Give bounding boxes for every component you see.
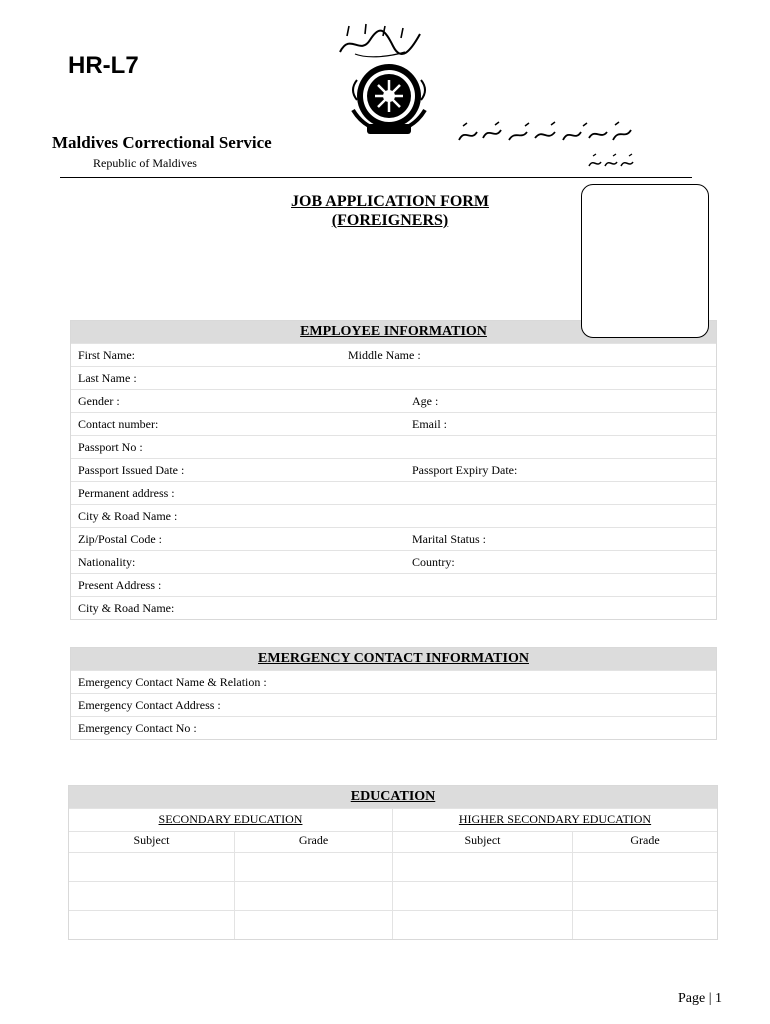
city-road-row[interactable]: [71, 504, 716, 527]
last-name-label: Last Name :: [78, 371, 137, 385]
secondary-grade-header: Grade: [234, 831, 392, 852]
nationality-label: Nationality:: [78, 555, 136, 569]
emergency-address-label: Emergency Contact Address :: [78, 698, 221, 712]
form-title-line1: JOB APPLICATION FORM: [291, 193, 489, 210]
education-cell[interactable]: [392, 852, 572, 881]
marital-status-label: Marital Status :: [412, 532, 486, 546]
education-cell[interactable]: [234, 910, 392, 939]
city-road-label: City & Road Name :: [78, 509, 178, 523]
secondary-education-label: SECONDARY EDUCATION: [69, 808, 392, 831]
education-cell[interactable]: [234, 852, 392, 881]
education-cell[interactable]: [572, 881, 717, 910]
education-cell[interactable]: [572, 910, 717, 939]
organization-name: Maldives Correctional Service: [52, 133, 272, 152]
contact-number-label: Contact number:: [78, 417, 159, 431]
higher-secondary-education-label: HIGHER SECONDARY EDUCATION: [392, 808, 717, 831]
emergency-name-row[interactable]: [71, 670, 716, 693]
zip-row[interactable]: [71, 527, 716, 550]
header-divider: [60, 177, 692, 178]
passport-no-row[interactable]: [71, 435, 716, 458]
country-label: Country:: [412, 555, 455, 569]
zip-label: Zip/Postal Code :: [78, 532, 162, 546]
passport-expiry-label: Passport Expiry Date:: [412, 463, 518, 477]
passport-no-label: Passport No :: [78, 440, 143, 454]
emblem-seal-icon: [345, 60, 433, 140]
form-code: HR-L7: [68, 52, 139, 79]
education-table: [69, 808, 717, 939]
passport-issued-label: Passport Issued Date :: [78, 463, 185, 477]
emergency-name-label: Emergency Contact Name & Relation :: [78, 675, 267, 689]
photo-box[interactable]: [581, 184, 709, 338]
emergency-number-label: Emergency Contact No :: [78, 721, 197, 735]
gender-label: Gender :: [78, 394, 120, 408]
present-city-road-label: City & Road Name:: [78, 601, 175, 615]
secondary-subject-header: Subject: [69, 831, 234, 852]
permanent-address-label: Permanent address :: [78, 486, 175, 500]
education-cell[interactable]: [572, 852, 717, 881]
passport-dates-row[interactable]: [71, 458, 716, 481]
middle-name-label: Middle Name :: [348, 348, 421, 362]
emergency-number-row[interactable]: [71, 716, 716, 739]
dhivehi-organization-name: [455, 120, 635, 146]
first-name-row[interactable]: [71, 343, 716, 366]
higher-subject-header: Subject: [392, 831, 572, 852]
dhivehi-republic: [585, 152, 637, 172]
form-title-line2: (FOREIGNERS): [331, 212, 449, 229]
employee-information-section: [70, 320, 717, 620]
bismillah-calligraphy: [335, 22, 425, 60]
higher-grade-header: Grade: [572, 831, 717, 852]
permanent-address-row[interactable]: [71, 481, 716, 504]
education-section: [68, 785, 718, 940]
education-cell[interactable]: [392, 910, 572, 939]
gender-row[interactable]: [71, 389, 716, 412]
first-name-label: First Name:: [78, 348, 135, 362]
emergency-contact-section: [70, 647, 717, 740]
education-heading: EDUCATION: [69, 786, 717, 808]
contact-row[interactable]: [71, 412, 716, 435]
emergency-contact-heading: EMERGENCY CONTACT INFORMATION: [71, 648, 716, 670]
nationality-row[interactable]: [71, 550, 716, 573]
age-label: Age :: [412, 394, 439, 408]
education-cell[interactable]: [69, 852, 234, 881]
education-cell[interactable]: [234, 881, 392, 910]
present-address-row[interactable]: [71, 573, 716, 596]
education-cell[interactable]: [69, 910, 234, 939]
email-label: Email :: [412, 417, 447, 431]
present-address-label: Present Address :: [78, 578, 162, 592]
emergency-address-row[interactable]: [71, 693, 716, 716]
education-cell[interactable]: [392, 881, 572, 910]
present-city-road-row[interactable]: [71, 596, 716, 619]
last-name-row[interactable]: [71, 366, 716, 389]
employee-information-heading: EMPLOYEE INFORMATION: [71, 321, 716, 343]
education-cell[interactable]: [69, 881, 234, 910]
republic-subtitle: Republic of Maldives: [93, 156, 197, 170]
page-number: Page | 1: [678, 991, 723, 1006]
form-title: [250, 192, 530, 230]
